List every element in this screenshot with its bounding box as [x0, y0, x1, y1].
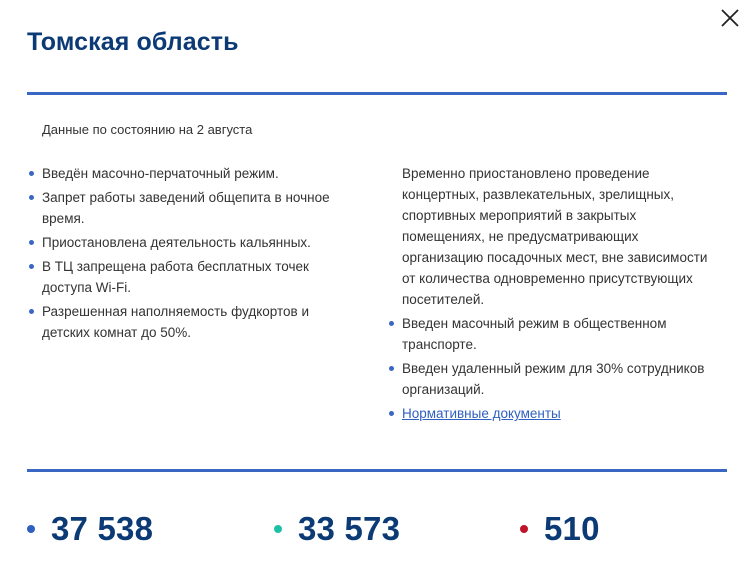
- list-item: Разрешенная наполняемость фудкортов и детских комнат до 50%.: [28, 301, 348, 343]
- list-item: Приостановлена деятельность кальянных.: [28, 232, 348, 253]
- bottom-divider: [27, 469, 727, 472]
- close-icon: [718, 6, 742, 30]
- status-date: Данные по состоянию на 2 августа: [42, 122, 253, 137]
- stat-deaths: [520, 506, 600, 552]
- stat-recovered: [274, 506, 400, 552]
- top-divider: [27, 92, 727, 95]
- list-item: Введён масочно-перчаточный режим.: [28, 163, 348, 184]
- stat-deaths-value: 510: [544, 510, 600, 547]
- page-title: Томская область: [27, 28, 239, 56]
- measures-intro-text: Временно приостановлено проведение концертных, развлекательных, зрелищных, спортивных мероприятий в закрытых помещениях, не предусматривающих организацию посадочных мест, вне зависимости от количества одновременно присутствующих посетителей.: [402, 166, 708, 307]
- list-item: Запрет работы заведений общепита в ночное время.: [28, 187, 348, 229]
- stat-recovered-value: 33 573: [298, 510, 401, 547]
- stat-total: [27, 506, 153, 552]
- stat-recovered-dot: [274, 525, 282, 533]
- stat-total-value: 37 538: [51, 510, 154, 547]
- measures-left-list: [28, 163, 348, 346]
- list-item: Введен удаленный режим для 30% сотрудников организаций.: [388, 358, 708, 400]
- measures-right-list: [388, 163, 708, 427]
- regulatory-documents-link[interactable]: Нормативные документы: [402, 406, 561, 421]
- stat-total-dot: [27, 525, 35, 533]
- close-button[interactable]: [718, 6, 742, 30]
- stat-deaths-dot: [520, 525, 528, 533]
- list-item: В ТЦ запрещена работа бесплатных точек доступа Wi-Fi.: [28, 256, 348, 298]
- regulatory-documents-item: [388, 403, 708, 424]
- list-item: Введен масочный режим в общественном транспорте.: [388, 313, 708, 355]
